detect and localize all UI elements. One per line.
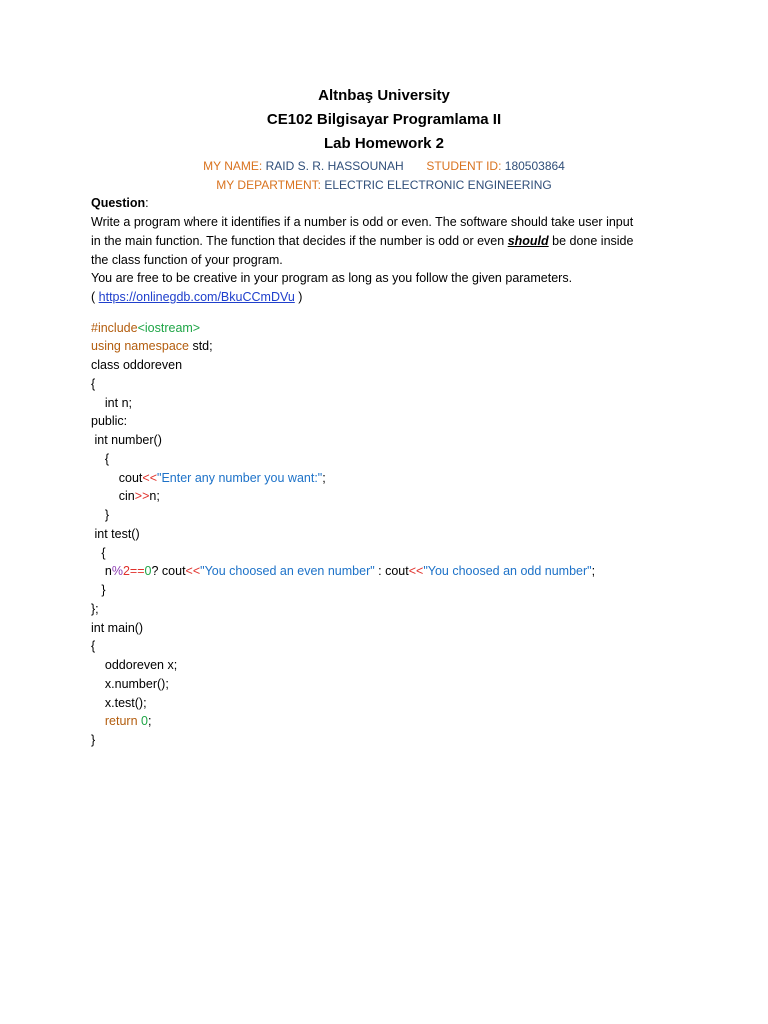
- name-value: RAID S. R. HASSOUNAH: [265, 159, 404, 173]
- using-std: std;: [188, 339, 213, 353]
- department-line: [0, 177, 768, 193]
- department-value: ELECTRIC ELECTRONIC ENGINEERING: [324, 178, 552, 192]
- question-line-1: Write a program where it identifies if a number is odd or even. The software should take user input: [91, 215, 634, 229]
- question-label: Question: [91, 196, 146, 210]
- code-line-test-fn: int test(): [91, 527, 140, 541]
- code-line-main-open: {: [91, 639, 96, 653]
- student-id-value: 180503864: [504, 159, 565, 173]
- student-info-line: [0, 158, 768, 174]
- code-line-number-fn: int number(): [91, 433, 162, 447]
- code-line-public: public:: [91, 414, 128, 428]
- department-label: MY DEPARTMENT:: [216, 178, 321, 192]
- code-line-number-close: }: [91, 508, 110, 522]
- code-line-using: [91, 338, 213, 355]
- ternary-else-cout: : cout: [374, 564, 409, 578]
- code-line-number-open: {: [91, 452, 110, 466]
- return-keyword: return: [91, 714, 138, 728]
- include-directive: #include: [91, 321, 138, 335]
- link-close-paren: ): [294, 290, 303, 304]
- code-line-cin: [91, 488, 160, 505]
- question-colon: :: [145, 196, 149, 210]
- semicolon: ;: [591, 564, 596, 578]
- insert-operator: <<: [142, 471, 158, 485]
- name-label: MY NAME:: [203, 159, 263, 173]
- code-line-class-close: };: [91, 602, 99, 616]
- student-id-label: STUDENT ID:: [426, 159, 502, 173]
- literal-two: 2: [122, 564, 130, 578]
- return-value: 0: [137, 714, 148, 728]
- onlinegdb-link[interactable]: https://onlinegdb.com/BkuCCmDVu: [98, 290, 295, 304]
- code-line-main-close: }: [91, 733, 96, 747]
- code-line-main: int main(): [91, 621, 144, 635]
- link-open-paren: (: [91, 290, 99, 304]
- question-heading: [91, 195, 149, 212]
- code-line-test-close: }: [91, 583, 106, 597]
- code-line-cout: [91, 470, 326, 487]
- code-line-include: [91, 320, 200, 337]
- should-emphasis: should: [507, 234, 549, 248]
- extract-operator: >>: [134, 489, 150, 503]
- question-line-4: You are free to be creative in your program as long as you follow the given parameters.: [91, 271, 573, 285]
- literal-zero: 0: [144, 564, 152, 578]
- ternary-cout: ? cout: [151, 564, 186, 578]
- code-line-call-test: x.test();: [91, 696, 147, 710]
- modulo-operator: %: [111, 564, 123, 578]
- semicolon: ;: [322, 471, 326, 485]
- university-title: Altnbaş University: [318, 87, 450, 104]
- code-line-declare-x: oddoreven x;: [91, 658, 178, 672]
- question-line-2-start: in the main function. The function that decides if the number is odd or even: [91, 234, 508, 248]
- code-line-brace-open: {: [91, 377, 96, 391]
- var-n: n: [91, 564, 112, 578]
- code-line-ternary: [91, 563, 595, 580]
- assignment-title: Lab Homework 2: [323, 135, 445, 152]
- question-line-2: [91, 233, 633, 250]
- equality-operator: ==: [129, 564, 145, 578]
- code-line-return: [91, 713, 151, 730]
- code-line-class: class oddoreven: [91, 358, 183, 372]
- cin-target: n;: [149, 489, 160, 503]
- code-line-test-open: {: [91, 546, 106, 560]
- include-header: <iostream>: [137, 321, 201, 335]
- code-line-call-number: x.number();: [91, 677, 169, 691]
- odd-string: "You choosed an odd number": [423, 564, 592, 578]
- code-line-int-n: int n;: [91, 396, 132, 410]
- link-line: [91, 289, 302, 306]
- using-namespace-keyword: using namespace: [91, 339, 189, 353]
- insert-operator: <<: [408, 564, 424, 578]
- prompt-string: "Enter any number you want:": [157, 471, 323, 485]
- question-line-2-end: be done inside: [548, 234, 634, 248]
- question-line-3: the class function of your program.: [91, 253, 283, 267]
- even-string: "You choosed an even number": [200, 564, 375, 578]
- cin-token: cin: [91, 489, 135, 503]
- cout-token: cout: [91, 471, 143, 485]
- course-title: CE102 Bilgisayar Programlama II: [266, 111, 502, 128]
- semicolon: ;: [147, 714, 152, 728]
- insert-operator: <<: [185, 564, 201, 578]
